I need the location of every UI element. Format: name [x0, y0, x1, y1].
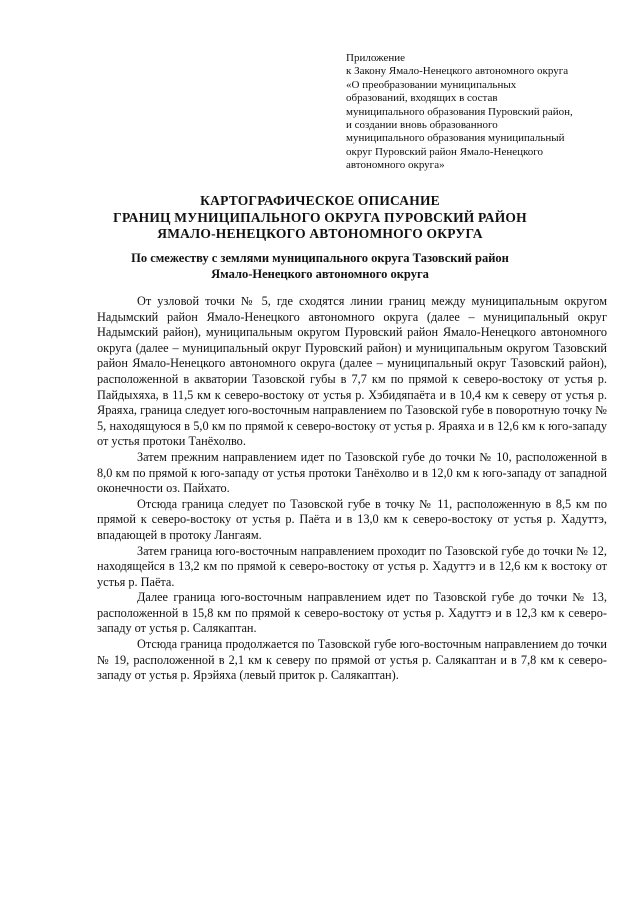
appendix-line: «О преобразовании муниципальных: [346, 78, 517, 91]
section-subtitle: [60, 250, 580, 282]
appendix-line: Приложение: [346, 52, 406, 64]
body-paragraph: Отсюда граница следует по Тазовской губе в точку № 11, расположенную в 8,5 км по прямой к северо-востоку от устья р. Паёта и в 13,0 км к северо-востоку от устья р. Хадуттэ, впадающей в протоку Лангаям.: [97, 496, 607, 542]
body-paragraph: Далее граница юго-восточным направлением идет по Тазовской губе до точки № 13, расположенной в 15,8 км по прямой к северо-востоку от устья р. Хадуттэ и в 12,3 км к северо-западу от устья р. Салякаптан.: [97, 590, 607, 636]
appendix-line: и создании вновь образованного: [346, 119, 498, 132]
title-line: ЯМАЛО-НЕНЕЦКОГО АВТОНОМНОГО ОКРУГА: [157, 226, 483, 241]
appendix-line: муниципального образования Пуровский район,: [346, 105, 573, 118]
appendix-line: муниципального образования муниципальный: [346, 132, 565, 145]
body-paragraph: Отсюда граница продолжается по Тазовской губе юго-восточным направлением до точки № 19, расположенной в 2,1 км к северу по прямой от устья р. Салякаптан и в 7,8 км к северо-западу от устья р. Ярэйяха (левый приток р. Салякаптан).: [97, 637, 607, 683]
body-paragraph: От узловой точки № 5, где сходятся линии границ между муниципальным округом Надымский район Ямало-Ненецкого автономного округа (далее – муниципальный округ Надымский район), муниципальным округом Пуровский район Ямало-Ненецкого автономного округа (далее – муниципальный округ Пуровский район) и муниципальным округом Тазовский район Ямало-Ненецкого автономного округа (далее – муниципальный округ Тазовский район), расположенной в акватории Тазовской губы в 7,7 км по прямой к северо-востоку от устья р. Пайдыхяха, в 11,5 км к северо-востоку от устья р. Хэбидяпаёта и в 10,4 км к северу от устья р. Яраяха, граница следует юго-восточным направлением по Тазовской губе в поворотную точку № 5, находящуюся в 5,0 км по прямой к северо-востоку от устья р. Яраяха и в 12,6 км к юго-западу от устья протоки Танёхолво.: [97, 294, 607, 449]
appendix-line: автономного округа»: [346, 159, 445, 172]
document-body: [97, 294, 607, 684]
document-title: [60, 193, 580, 243]
title-line: ГРАНИЦ МУНИЦИПАЛЬНОГО ОКРУГА ПУРОВСКИЙ РАЙОН: [113, 209, 527, 225]
body-paragraph: Затем граница юго-восточным направлением проходит по Тазовской губе до точки № 12, находящейся в 13,2 км по прямой к северо-востоку от устья р. Хадуттэ и в 12,6 км к востоку от устья р. Паёта.: [97, 543, 607, 589]
subtitle-line: По смежеству с землями муниципального округа Тазовский район: [131, 251, 509, 265]
appendix-block: [346, 52, 616, 173]
subtitle-line: Ямало-Ненецкого автономного округа: [211, 267, 429, 281]
title-line: КАРТОГРАФИЧЕСКОЕ ОПИСАНИЕ: [200, 193, 440, 208]
body-paragraph: Затем прежним направлением идет по Тазовской губе до точки № 10, расположенной в 8,0 км по прямой к юго-западу от устья протоки Танёхолво и в 12,0 км к юго-западу от западной оконечности оз. Пайхато.: [97, 449, 607, 496]
appendix-line: образований, входящих в состав: [346, 92, 498, 105]
appendix-line: округ Пуровский район Ямало-Ненецкого: [346, 145, 544, 158]
appendix-line: к Закону Ямало-Ненецкого автономного округа: [346, 65, 569, 78]
